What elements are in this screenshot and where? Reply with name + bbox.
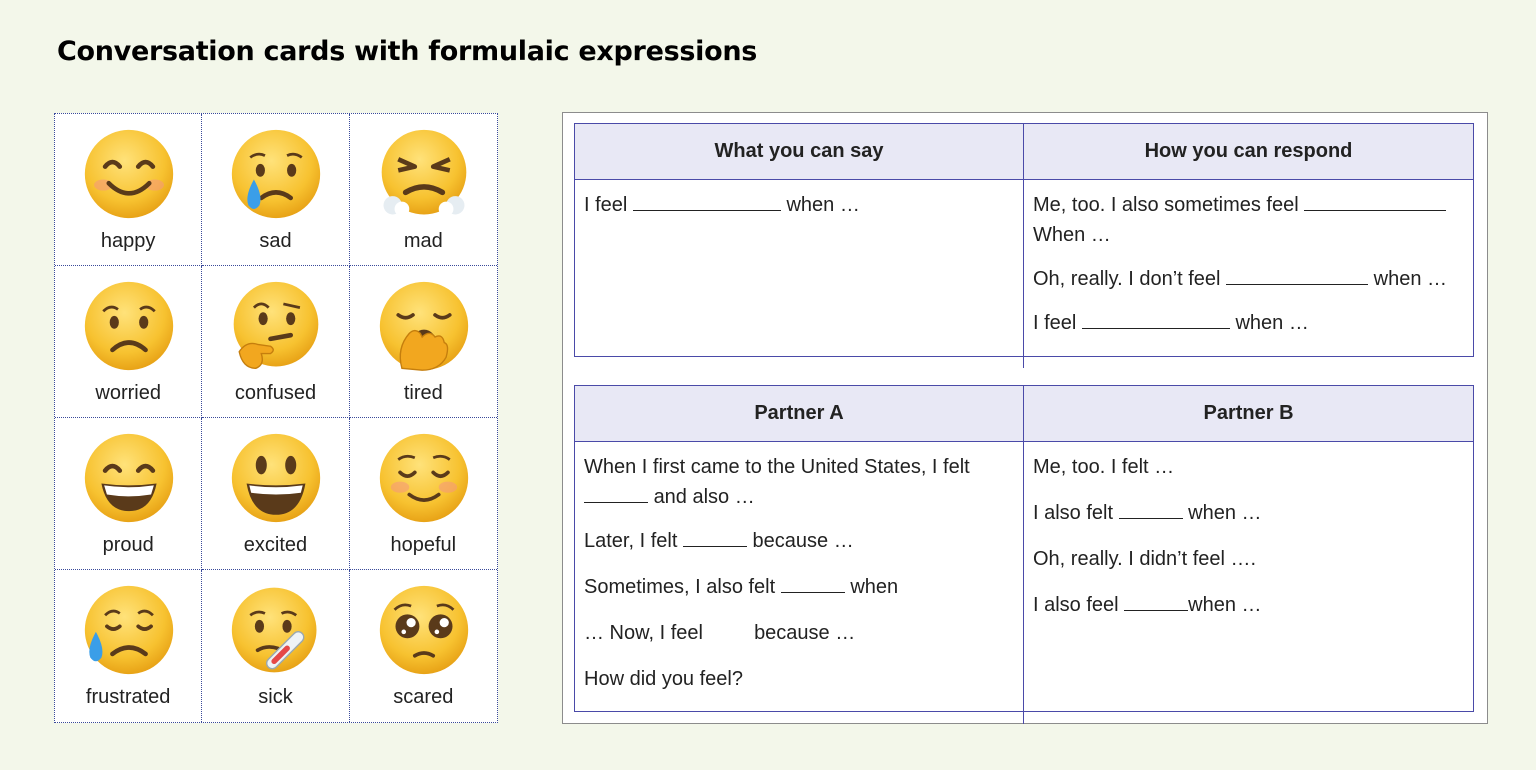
conversation-panel	[562, 112, 1488, 724]
frame-text: Oh, really. I don’t feel	[1033, 268, 1221, 290]
blank-line	[1304, 190, 1446, 211]
smiling-face-icon	[83, 128, 175, 220]
frame-text: because …	[752, 530, 854, 552]
blank-line	[1226, 264, 1368, 285]
blank-line	[781, 572, 845, 593]
sentence-frame	[1033, 590, 1464, 620]
emotion-label: confused	[234, 382, 317, 404]
table-cell-how-you-can-respond	[1024, 180, 1473, 368]
blank-line	[1119, 498, 1183, 519]
sentence-frame	[1033, 190, 1464, 250]
frame-text: Me, too. I also sometimes feel	[1033, 194, 1299, 216]
blank-line	[633, 190, 781, 211]
blank-line	[584, 482, 648, 503]
sentence-frame	[1033, 498, 1464, 528]
sentence-frame	[1033, 544, 1464, 574]
frame-text: Sometimes, I also felt	[584, 576, 776, 598]
worried-face-icon	[83, 280, 175, 372]
emotion-label: mad	[403, 230, 443, 252]
expressions-table	[574, 123, 1474, 357]
page-title: Conversation cards with formulaic expressions	[57, 36, 758, 67]
sentence-frame	[584, 526, 1014, 556]
table-header: Partner A	[575, 386, 1024, 442]
frame-text: … Now, I feel	[584, 622, 703, 644]
emotion-card[interactable]	[202, 114, 349, 266]
emotion-card[interactable]	[202, 266, 349, 418]
table-cell-partner-b	[1024, 442, 1473, 724]
table-header: Partner B	[1024, 386, 1473, 442]
emotion-label: happy	[100, 230, 156, 252]
emotion-label: scared	[393, 686, 454, 708]
emotion-card[interactable]	[55, 418, 202, 570]
relieved-face-icon	[378, 432, 470, 524]
sweat-face-icon	[83, 584, 175, 676]
steam-nose-face-icon	[378, 128, 470, 220]
sentence-frame	[584, 618, 1014, 648]
emotion-label: sick	[258, 686, 293, 708]
frame-text: when …	[1188, 502, 1262, 524]
sad-tear-face-icon	[230, 128, 322, 220]
table-cell-what-you-can-say	[575, 180, 1024, 368]
emotion-label: hopeful	[390, 534, 457, 556]
frame-text: I feel	[1033, 312, 1077, 334]
emotion-card[interactable]	[55, 114, 202, 266]
partner-table	[574, 385, 1474, 712]
emotion-card[interactable]	[350, 418, 497, 570]
table-header: How you can respond	[1024, 124, 1473, 180]
frame-text: when …	[1373, 268, 1447, 290]
thinking-face-icon	[230, 280, 322, 372]
emotion-label: excited	[243, 534, 308, 556]
emotion-card[interactable]	[202, 570, 349, 722]
emotion-card[interactable]	[55, 570, 202, 722]
sentence-frame	[1033, 264, 1464, 294]
frame-text: when	[850, 576, 899, 598]
sentence-frame	[584, 572, 1014, 602]
frame-text: when …	[786, 194, 860, 216]
frame-text: I feel	[584, 194, 628, 216]
emotion-label: worried	[95, 382, 161, 404]
sentence-frame	[584, 190, 1014, 220]
frame-text: Me, too. I felt …	[1033, 456, 1175, 478]
sentence-frame	[1033, 452, 1464, 482]
grinning-face-icon	[83, 432, 175, 524]
frame-text: I also feel	[1033, 594, 1119, 616]
emotion-card[interactable]	[55, 266, 202, 418]
emotion-card[interactable]	[350, 570, 497, 722]
blank-line	[1124, 590, 1188, 611]
table-header: What you can say	[575, 124, 1024, 180]
blank-line	[1082, 308, 1230, 329]
emotion-label: tired	[403, 382, 443, 404]
sentence-frame	[584, 664, 1014, 694]
emotion-card-grid	[54, 113, 498, 723]
emotion-label: frustrated	[85, 686, 171, 708]
yawning-face-icon	[378, 280, 470, 372]
frame-text: because …	[754, 622, 856, 644]
frame-text: when …	[1235, 312, 1309, 334]
emotion-card[interactable]	[350, 114, 497, 266]
emotion-card[interactable]	[350, 266, 497, 418]
sentence-frame	[1033, 308, 1464, 338]
frame-text: When …	[1033, 224, 1111, 246]
emotion-label: sad	[259, 230, 292, 252]
frame-text: I also felt	[1033, 502, 1114, 524]
frame-text: When I first came to the United States, I felt	[584, 456, 970, 478]
frame-text: How did you feel?	[584, 668, 743, 690]
pleading-face-icon	[378, 584, 470, 676]
frame-text: Later, I felt	[584, 530, 678, 552]
thermometer-face-icon	[230, 584, 322, 676]
table-cell-partner-a	[575, 442, 1024, 724]
frame-text: and also …	[653, 486, 755, 508]
sentence-frame	[584, 452, 1014, 512]
frame-text: when …	[1188, 594, 1262, 616]
frame-text: Oh, really. I didn’t feel ….	[1033, 548, 1257, 570]
blank-line	[683, 526, 747, 547]
big-smile-face-icon	[230, 432, 322, 524]
emotion-card[interactable]	[202, 418, 349, 570]
emotion-label: proud	[102, 534, 154, 556]
